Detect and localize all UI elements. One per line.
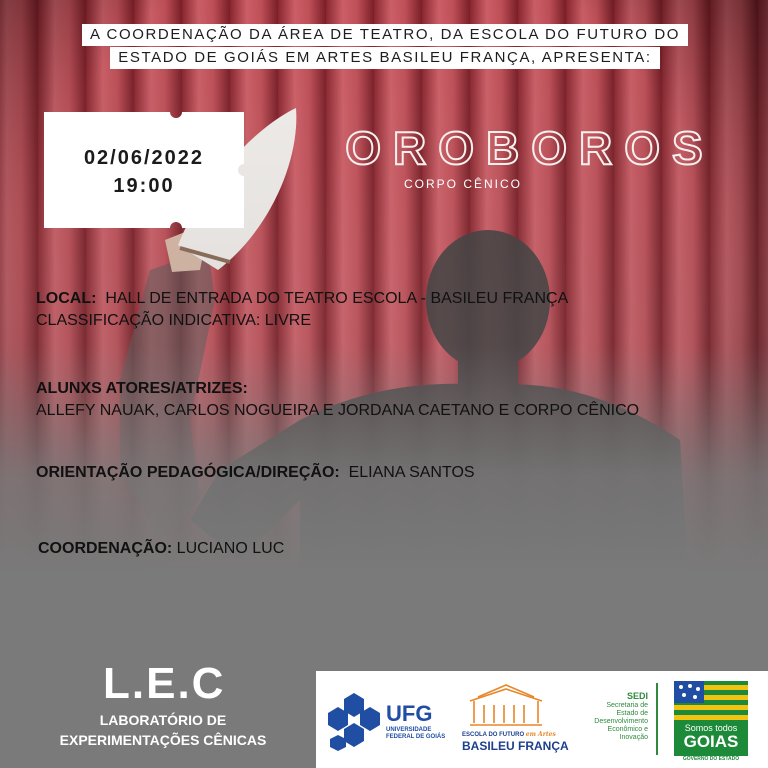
lec-name-line-1: LABORATÓRIO DE	[99, 712, 227, 728]
header-line-2: ESTADO DE GOIÁS EM ARTES BASILEU FRANÇA, APRESENTA:	[110, 47, 659, 69]
sedi-line-3: Desenvolvimento	[594, 718, 648, 725]
local-value: HALL DE ENTRADA DO TEATRO ESCOLA - BASILEU FRANÇA	[105, 290, 569, 307]
direction-value: ELIANA SANTOS	[348, 464, 475, 481]
show-title: OROBOROS	[345, 122, 715, 174]
coordination-line	[38, 538, 284, 560]
goias-sub: GOVERNO DO ESTADO	[674, 756, 748, 762]
sedi-name: SEDI	[626, 691, 648, 701]
show-subtitle: CORPO CÊNICO	[403, 177, 522, 191]
direction-line	[36, 462, 475, 484]
event-time: 19:00	[113, 175, 175, 197]
direction-label: ORIENTAÇÃO PEDAGÓGICA/DIREÇÃO:	[36, 464, 340, 481]
sedi-line-4: Econômico e	[607, 726, 648, 733]
lec-name-line-2: EXPERIMENTAÇÕES CÊNICAS	[59, 732, 267, 748]
sedi-line-2: Estado de	[616, 710, 648, 717]
sedi-desc	[576, 702, 648, 742]
sedi-line-5: Inovação	[619, 734, 648, 741]
lec-logo: L.E.C	[103, 659, 226, 708]
ufg-name: UFG	[386, 701, 433, 726]
header-line-1: A COORDENAÇÃO DA ÁREA DE TEATRO, DA ESCOLA DO FUTURO DO	[82, 24, 688, 46]
ufg-sub-1: UNIVERSIDADE	[386, 727, 432, 733]
local-line	[36, 288, 568, 310]
lec-name	[40, 710, 286, 750]
ufg-sub	[386, 727, 445, 741]
cast-value: ALLEFY NAUAK, CARLOS NOGUEIRA E JORDANA CAETANO E CORPO CÊNICO	[36, 402, 640, 419]
ufg-sub-2: FEDERAL DE GOIÁS	[386, 734, 446, 740]
sedi-line-1: Secretaria de	[606, 702, 648, 709]
logo-divider	[656, 683, 658, 755]
sponsor-logos-bar	[316, 671, 768, 768]
goias-flag-icon	[674, 681, 748, 721]
ticket-datetime	[44, 144, 244, 200]
coord-label: COORDENAÇÃO:	[38, 540, 173, 557]
theater-building-icon	[466, 683, 546, 729]
escola-script: em Artes	[525, 731, 556, 738]
classification-line: CLASSIFICAÇÃO INDICATIVA: LIVRE	[36, 312, 312, 329]
coord-value: LUCIANO LUC	[176, 540, 285, 557]
goias-top: Somos todos	[684, 723, 738, 733]
cast-label: ALUNXS ATORES/ATRIZES:	[36, 380, 248, 397]
goias-name: GOIAS	[683, 732, 739, 751]
event-date: 02/06/2022	[83, 147, 205, 169]
escola-top-text: ESCOLA DO FUTURO	[462, 732, 525, 738]
ufg-hexagon-icon	[324, 691, 384, 751]
local-label: LOCAL:	[36, 290, 97, 307]
presenter-header	[40, 24, 730, 70]
escola-name: BASILEU FRANÇA	[462, 739, 569, 753]
escola-top	[462, 731, 556, 738]
